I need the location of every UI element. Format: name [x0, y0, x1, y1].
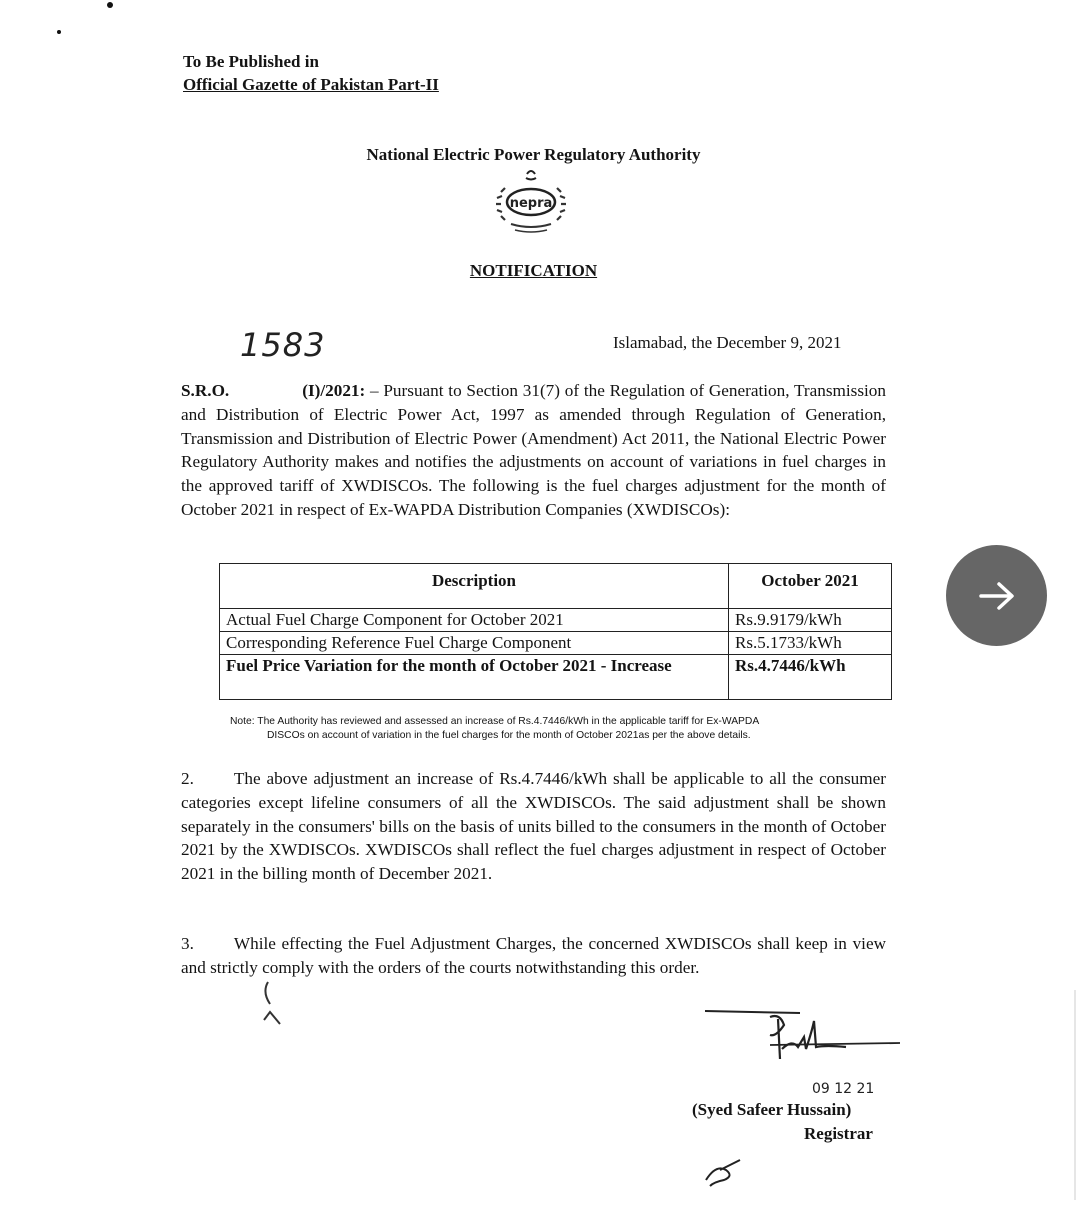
dateline: Islamabad, the December 9, 2021 [613, 333, 842, 352]
fuel-charges-table [219, 563, 892, 700]
sro-label: S.R.O. [181, 381, 230, 400]
table-header-description: Description [220, 564, 729, 609]
paragraph-3 [181, 932, 886, 980]
gazette-line-2: Official Gazette of Pakistan Part-II [183, 75, 439, 94]
gazette-header [183, 50, 439, 96]
logo-text: nepra [509, 196, 553, 211]
table-row [220, 655, 892, 700]
row-value: Rs.9.9179/kWh [729, 609, 892, 632]
scan-speck [57, 30, 61, 34]
paragraph-1 [181, 379, 886, 522]
gazette-line-1: To Be Published in [183, 52, 319, 71]
paragraph-2-number: 2. [181, 769, 194, 788]
arrow-right-icon [975, 574, 1019, 618]
table-note [230, 715, 900, 743]
note-line-2: DISCOs on account of variation in the fuel charges for the month of October 2021as per the above details. [267, 730, 751, 741]
row-value: Rs.4.7446/kWh [729, 655, 892, 700]
handwritten-mark [250, 980, 290, 1040]
row-value: Rs.5.1733/kWh [729, 632, 892, 655]
notification-heading: NOTIFICATION [469, 261, 598, 280]
paragraph-2-text: The above adjustment an increase of Rs.4.7446/kWh shall be applicable to all the consumer categories except lifeline consumers of all the XWDISCOs. The said adjustment shall be shown separately in the consumers' bills on the basis of units billed to the consumers in the month of October 2021 by the XWDISCOs. XWDISCOs shall reflect the fuel charges adjustment in respect of October 2021 in the billing month of December 2021. [181, 769, 886, 884]
signatory-title: Registrar [804, 1124, 873, 1143]
table-row [220, 609, 892, 632]
handwritten-signature [700, 1005, 930, 1105]
paragraph-3-text: While effecting the Fuel Adjustment Charges, the concerned XWDISCOs shall keep in view and strictly comply with the orders of the courts notwithstanding this order. [181, 934, 886, 977]
table-header-month: October 2021 [729, 564, 892, 609]
next-page-button[interactable] [946, 545, 1047, 646]
nepra-logo-seal [491, 166, 571, 240]
signature-date: 09 12 21 [812, 1081, 875, 1097]
signatory-name: (Syed Safeer Hussain) [692, 1100, 852, 1119]
row-description: Fuel Price Variation for the month of October 2021 - Increase [220, 655, 729, 700]
authority-name: National Electric Power Regulatory Authority [366, 145, 701, 164]
paragraph-1-text: – Pursuant to Section 31(7) of the Regulation of Generation, Transmission and Distribution of Electric Power Act, 1997 as amended through Regulation of Generation, Transmission and Distribution of Electric Power (Amendment) Act 2011, the National Electric Power Regulatory Authority makes and notifies the adjustments on account of variations in fuel charges in the approved tariff of XWDISCOs. The following is the fuel charges adjustment for the month of October 2021 in respect of Ex-WAPDA Distribution Companies (XWDISCOs): [181, 381, 886, 519]
note-line-1: Note: The Authority has reviewed and assessed an increase of Rs.4.7446/kWh in the applicable tariff for Ex-WAPDA [230, 716, 760, 727]
handwritten-initial [700, 1150, 750, 1190]
scan-speck [107, 2, 113, 8]
paragraph-2 [181, 767, 886, 886]
row-description: Corresponding Reference Fuel Charge Component [220, 632, 729, 655]
paragraph-3-number: 3. [181, 934, 194, 953]
handwritten-sro-number: 1583 [240, 326, 326, 364]
scan-edge [1074, 990, 1076, 1200]
table-row [220, 632, 892, 655]
sro-reference: (I)/2021: [302, 381, 366, 400]
row-description: Actual Fuel Charge Component for October 2021 [220, 609, 729, 632]
table-header-row [220, 564, 892, 609]
